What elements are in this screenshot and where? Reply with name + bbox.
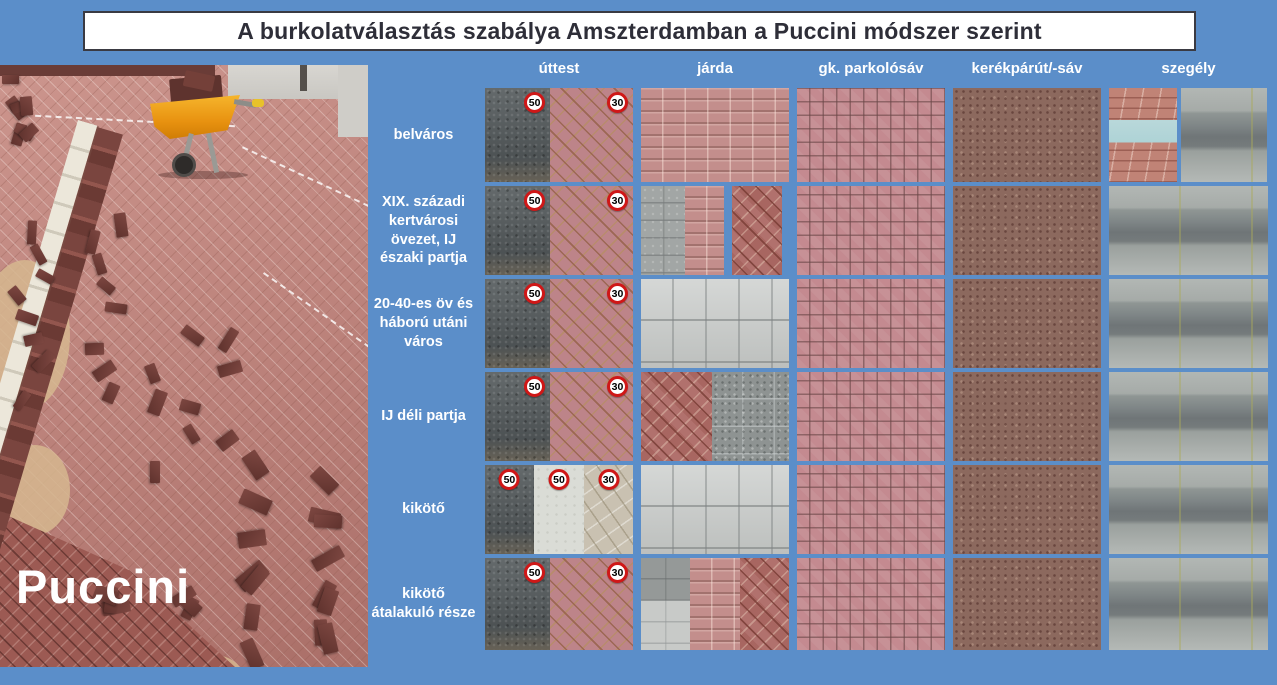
material-herringbone-pink: [797, 558, 945, 650]
speed-limit-sign-30: 30: [598, 469, 619, 490]
cell-uttest: [485, 279, 633, 368]
scattered-brick: [27, 220, 37, 244]
scattered-brick: [104, 302, 127, 315]
matrix-row: [370, 372, 1268, 461]
material-asphalt: [485, 88, 550, 182]
material-bluestone-curb: [1109, 88, 1177, 182]
speed-limit-sign-30: 30: [607, 562, 628, 583]
scattered-brick: [92, 360, 118, 383]
cell-szegely: [1109, 186, 1268, 275]
material-asphalt: [485, 279, 550, 368]
cell-parkolosav: [797, 186, 945, 275]
material-brick-red-running: [685, 186, 723, 275]
scattered-brick: [96, 276, 116, 295]
scattered-brick: [101, 381, 120, 404]
scattered-brick: [241, 564, 270, 595]
material-herringbone-red: [550, 186, 633, 275]
scattered-brick: [180, 324, 205, 347]
scattered-brick: [92, 252, 108, 275]
photo-panel: [0, 65, 368, 667]
column-header: járda: [697, 60, 733, 77]
material-curb-gray: [1109, 372, 1268, 461]
row-label: kikötő átalakuló része: [371, 586, 476, 621]
material-herringbone-pink: [797, 465, 945, 554]
scattered-brick: [317, 622, 338, 655]
material-asphalt: [485, 372, 550, 461]
photo-sidewalk-right: [338, 65, 368, 137]
material-pavers-beige: [584, 465, 633, 554]
cell-parkolosav: [797, 279, 945, 368]
cell-uttest: [485, 186, 633, 275]
cell-kerekparut: [953, 465, 1101, 554]
material-curb-gray: [1181, 88, 1267, 182]
column-header-row: [485, 60, 1268, 82]
speed-limit-sign-50: 50: [524, 190, 545, 211]
material-matrix: [370, 60, 1268, 654]
scattered-brick: [20, 96, 34, 116]
material-asphalt: [485, 186, 550, 275]
scattered-brick: [310, 466, 340, 496]
material-slabs-gray: [641, 465, 789, 554]
material-herringbone-red: [550, 279, 633, 368]
material-herringbone-red-dark: [740, 558, 789, 650]
material-brick-red-running: [690, 558, 740, 650]
material-pavers-gray-dark: [712, 372, 789, 461]
cell-parkolosav: [797, 465, 945, 554]
column-header: szegély: [1161, 60, 1216, 77]
matrix-row: [370, 465, 1268, 554]
material-herringbone-red-dark: [641, 372, 712, 461]
cell-szegely: [1109, 465, 1268, 554]
cell-kerekparut: [953, 88, 1101, 182]
wheelbarrow-shadow: [158, 171, 248, 179]
material-bike-asphalt: [953, 186, 1101, 275]
speed-limit-sign-50: 50: [524, 92, 545, 113]
scattered-brick: [150, 461, 160, 483]
page-title: A burkolatválasztás szabálya Amszterdamban a Puccini módszer szerint: [83, 11, 1196, 51]
column-header: kerékpárút/-sáv: [971, 60, 1083, 77]
cell-jarda: [641, 186, 789, 275]
material-bike-asphalt: [953, 372, 1101, 461]
material-bike-asphalt: [953, 88, 1101, 182]
row-label: IJ déli partja: [381, 408, 466, 425]
row-label: belváros: [393, 126, 454, 143]
cell-jarda: [641, 372, 789, 461]
cell-kerekparut: [953, 372, 1101, 461]
scattered-brick: [85, 343, 104, 356]
cell-kerekparut: [953, 558, 1101, 650]
material-slabs-gray: [641, 279, 789, 368]
cell-kerekparut: [953, 186, 1101, 275]
scattered-brick: [241, 449, 269, 480]
material-curb-gray: [1109, 186, 1268, 275]
cell-uttest: [485, 88, 633, 182]
material-herringbone-pink: [797, 186, 945, 275]
wheelbarrow-grip: [252, 99, 264, 107]
row-label: 20-40-es öv és háború utáni város: [373, 296, 474, 350]
material-herringbone-pink: [797, 279, 945, 368]
row-label: kikötő: [402, 501, 445, 518]
scattered-brick: [314, 514, 343, 528]
material-gray-mix: [641, 558, 690, 650]
speed-limit-sign-30: 30: [607, 376, 628, 397]
cell-jarda: [641, 279, 789, 368]
scattered-brick: [215, 429, 240, 452]
material-bike-asphalt: [953, 465, 1101, 554]
scattered-brick: [240, 637, 265, 667]
material-herringbone-red-dark: [732, 186, 782, 275]
wheelbarrow-tub: [150, 95, 240, 139]
scattered-brick: [113, 212, 128, 237]
material-herringbone-red: [550, 372, 633, 461]
cell-parkolosav: [797, 88, 945, 182]
scattered-brick: [217, 360, 243, 378]
speed-limit-sign-30: 30: [607, 283, 628, 304]
pavement-marking: [263, 272, 368, 360]
scattered-brick: [182, 423, 201, 444]
photo-roof-edge: [0, 65, 215, 76]
material-brick-red-running: [641, 88, 789, 182]
scattered-brick: [144, 363, 161, 385]
cell-jarda: [641, 465, 789, 554]
scattered-brick: [238, 488, 273, 515]
cell-szegely: [1109, 558, 1268, 650]
material-curb-gray: [1109, 558, 1268, 650]
matrix-row: [370, 279, 1268, 368]
wheelbarrow-leg: [206, 133, 219, 173]
matrix-row: [370, 88, 1268, 182]
material-pavers-gray: [641, 186, 685, 275]
cell-kerekparut: [953, 279, 1101, 368]
cell-jarda: [641, 558, 789, 650]
photo-pole: [300, 65, 307, 91]
scattered-brick: [179, 398, 202, 415]
wheelbarrow-icon: [150, 77, 262, 179]
cell-uttest: [485, 558, 633, 650]
matrix-rows: [370, 88, 1268, 650]
speed-limit-sign-50: 50: [548, 469, 569, 490]
cell-szegely: [1109, 372, 1268, 461]
cell-uttest: [485, 372, 633, 461]
scattered-brick: [218, 327, 240, 354]
cell-parkolosav: [797, 372, 945, 461]
speed-limit-sign-50: 50: [524, 283, 545, 304]
material-herringbone-red: [550, 88, 633, 182]
speed-limit-sign-30: 30: [607, 92, 628, 113]
speed-limit-sign-30: 30: [607, 190, 628, 211]
wheelbarrow-wheel: [172, 153, 196, 177]
scattered-brick: [311, 545, 345, 572]
material-curb-gray: [1109, 279, 1268, 368]
speed-limit-sign-50: 50: [524, 376, 545, 397]
material-asphalt: [485, 558, 550, 650]
speed-limit-sign-50: 50: [524, 562, 545, 583]
brand-label: Puccini: [16, 560, 191, 613]
cell-szegely: [1109, 88, 1268, 182]
cell-szegely: [1109, 279, 1268, 368]
material-herringbone-pink: [797, 88, 945, 182]
material-herringbone-red: [550, 558, 633, 650]
cell-parkolosav: [797, 558, 945, 650]
material-concrete-white: [534, 465, 584, 554]
row-label: XIX. századi kertvárosi övezet, IJ északi partja: [379, 193, 468, 267]
material-bike-asphalt: [953, 279, 1101, 368]
material-bike-asphalt: [953, 558, 1101, 650]
column-header: úttest: [538, 60, 580, 77]
scattered-brick: [243, 603, 260, 631]
scattered-brick: [147, 389, 168, 417]
column-header: gk. parkolósáv: [818, 60, 924, 77]
material-curb-gray: [1109, 465, 1268, 554]
scattered-brick: [2, 75, 19, 84]
material-herringbone-pink: [797, 372, 945, 461]
scattered-brick: [237, 529, 267, 549]
cell-jarda: [641, 88, 789, 182]
speed-limit-sign-50: 50: [499, 469, 520, 490]
material-asphalt: [485, 465, 534, 554]
matrix-row: [370, 558, 1268, 650]
matrix-row: [370, 186, 1268, 275]
cell-uttest: [485, 465, 633, 554]
